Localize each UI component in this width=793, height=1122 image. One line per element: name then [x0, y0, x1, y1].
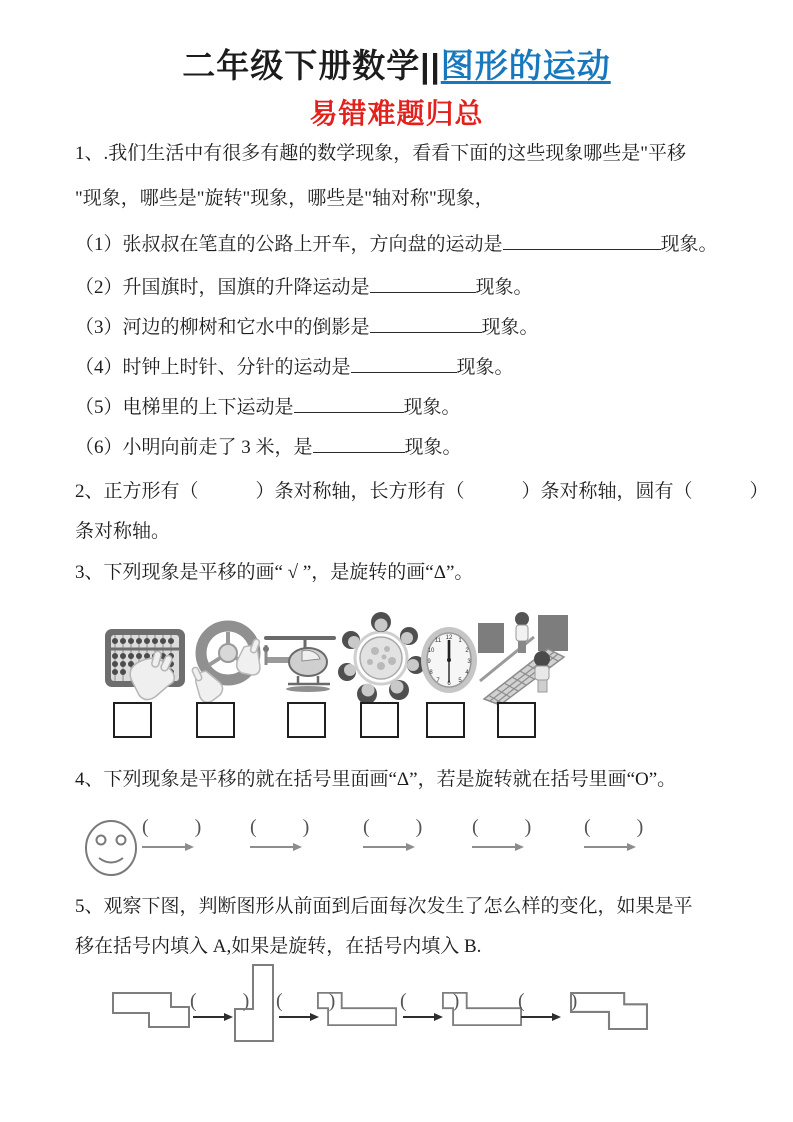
q3-pictures-row — [0, 605, 793, 705]
z-shape-vertical — [234, 964, 274, 1042]
svg-text:6: 6 — [447, 681, 451, 687]
svg-text:12: 12 — [445, 635, 453, 641]
answer-box-2 — [196, 702, 235, 738]
q1-item-6-blank — [313, 436, 405, 453]
smiley-face-icon — [420, 818, 476, 878]
q5-line1: 5、观察下图，判断图形从前面到后面每次发生了怎么样的变化，如果是平 — [75, 896, 693, 917]
q3-text: 3、下列现象是平移的画“ √ ”，是旋转的画“Δ”。 — [75, 562, 474, 583]
q1-item-1-blank — [503, 233, 661, 250]
arrow-right-icon — [363, 842, 415, 852]
answer-box-1 — [113, 702, 152, 738]
answer-box-6 — [497, 702, 536, 738]
steering-wheel-icon — [190, 619, 264, 703]
q1-item-4-blank — [351, 356, 457, 373]
q1-item-2 — [75, 274, 735, 302]
svg-text:5: 5 — [458, 678, 462, 684]
escalator-person-top — [515, 612, 529, 653]
q1-item-6-after: 现象。 — [404, 437, 462, 458]
q1-item-6-text: （6）小明向前走了 3 米，是 — [75, 437, 313, 458]
z-shape-step-right — [317, 992, 397, 1026]
q5-shapes-row — [0, 962, 793, 1072]
q1-item-3-blank — [370, 316, 482, 333]
arrow-right-icon — [142, 842, 194, 852]
answer-box-4 — [360, 702, 399, 738]
title-plain-text: 二年级下册数学|| — [182, 47, 441, 84]
svg-text:1: 1 — [458, 638, 462, 644]
arrow-right-icon — [521, 1012, 561, 1022]
smiley-face-icon — [526, 818, 582, 878]
smiley-face-icon — [197, 818, 253, 878]
q1-item-5-blank — [294, 396, 404, 413]
z-shape-horizontal — [112, 992, 190, 1028]
q4-faces-row — [0, 810, 793, 880]
answer-paren: ( ) — [584, 816, 646, 838]
arrow-right-icon — [193, 1012, 233, 1022]
smiley-face-icon — [645, 818, 701, 878]
q1-line2: "现象，哪些是"旋转"现象，哪些是"轴对称"现象， — [75, 188, 494, 209]
page-title — [0, 40, 793, 87]
escalator-person-bottom — [534, 651, 550, 692]
clock-icon — [419, 624, 479, 696]
answer-paren: ( ) — [250, 816, 312, 838]
helicopter-icon — [258, 631, 338, 693]
arrow-right-icon — [250, 842, 302, 852]
q1-item-4-after: 现象。 — [456, 357, 514, 378]
q1-item-4-text: （4）时钟上时针、分针的运动是 — [75, 357, 351, 378]
svg-text:2: 2 — [465, 648, 469, 654]
arrow-right-icon — [584, 842, 636, 852]
answer-paren: ( ) — [276, 990, 338, 1012]
q4-text: 4、下列现象是平移的就在括号里面画“Δ”，若是旋转就在括号里画“O”。 — [75, 769, 677, 790]
svg-text:7: 7 — [436, 678, 440, 684]
svg-text:4: 4 — [465, 670, 469, 676]
q1-item-6 — [75, 434, 735, 462]
z-shape-step-right — [442, 992, 522, 1026]
q1-line1: 1、.我们生活中有很多有趣的数学现象，看看下面的这些现象哪些是"平移 — [75, 143, 687, 164]
svg-text:3: 3 — [467, 659, 471, 665]
answer-paren: ( ) — [400, 990, 462, 1012]
page-subtitle: 易错难题归总 — [309, 98, 484, 129]
answer-box-5 — [426, 702, 465, 738]
q1-item-5 — [75, 394, 735, 422]
q1-item-2-blank — [370, 276, 476, 293]
abacus-icon — [103, 627, 187, 701]
svg-text:11: 11 — [434, 638, 442, 644]
smiley-face-icon — [303, 818, 359, 878]
q1-item-5-after: 现象。 — [403, 397, 461, 418]
arrow-right-icon — [403, 1012, 443, 1022]
q1-item-3 — [75, 314, 735, 342]
q5-line2: 移在括号内填入 A,如果是旋转，在括号内填入 B. — [75, 936, 482, 957]
q1-item-4 — [75, 354, 735, 382]
escalator-icon — [478, 611, 568, 705]
q1-item-1-text: （1）张叔叔在笔直的公路上开车，方向盘的运动是 — [75, 234, 503, 255]
q1-item-3-after: 现象。 — [481, 317, 539, 338]
svg-text:8: 8 — [429, 670, 433, 676]
q1-item-2-after: 现象。 — [475, 277, 533, 298]
answer-paren: ( ) — [472, 816, 534, 838]
svg-text:9: 9 — [427, 659, 431, 665]
title-link[interactable]: 图形的运动 — [440, 47, 611, 84]
answer-paren: ( ) — [190, 990, 252, 1012]
q1-item-5-text: （5）电梯里的上下运动是 — [75, 397, 294, 418]
q3-answer-boxes-row — [0, 702, 793, 742]
q1-item-3-text: （3）河边的柳树和它水中的倒影是 — [75, 317, 370, 338]
q1-item-1 — [75, 231, 735, 259]
q2-line1: 2、正方形有（ ）条对称轴，长方形有（ ）条对称轴，圆有（ ） — [75, 481, 769, 502]
answer-paren: ( ) — [142, 816, 204, 838]
arrow-right-icon — [472, 842, 524, 852]
answer-paren: ( ) — [363, 816, 425, 838]
arrow-right-icon — [279, 1012, 319, 1022]
z-shape-step-right-end — [570, 992, 648, 1030]
rotating-round-table-icon — [337, 609, 425, 707]
answer-paren: ( ) — [518, 990, 580, 1012]
q1-item-1-after: 现象。 — [660, 234, 718, 255]
q1-item-2-text: （2）升国旗时，国旗的升降运动是 — [75, 277, 370, 298]
answer-box-3 — [287, 702, 326, 738]
q2-line2: 条对称轴。 — [75, 521, 171, 542]
smiley-face-icon — [83, 818, 139, 878]
svg-text:10: 10 — [427, 648, 435, 654]
